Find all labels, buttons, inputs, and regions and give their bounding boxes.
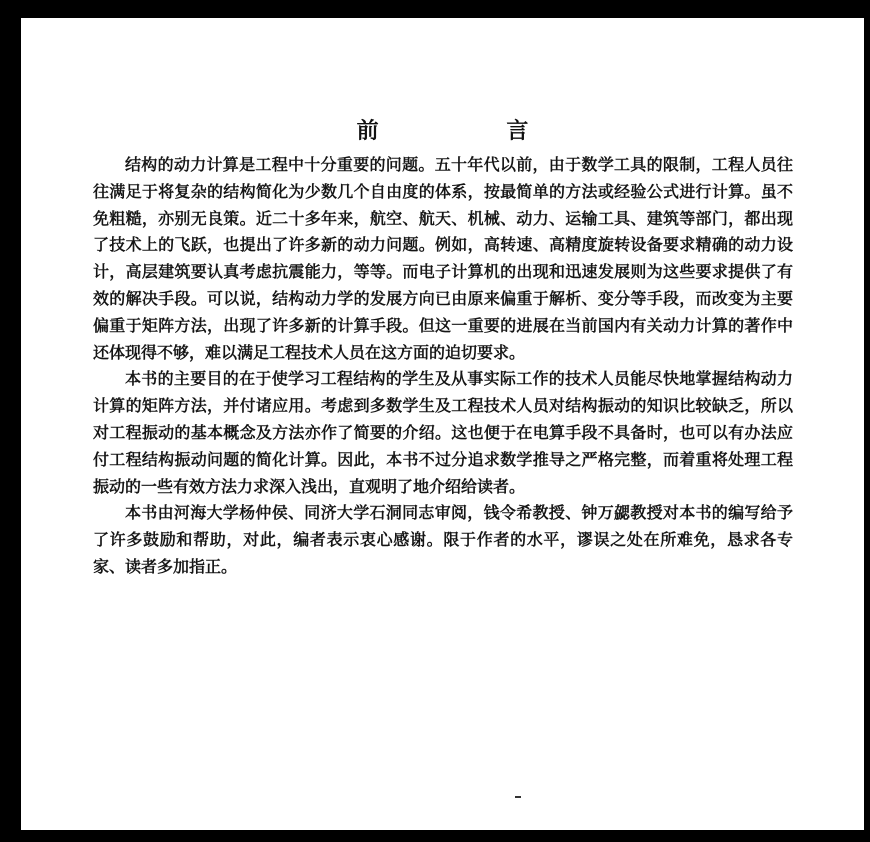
preface-body [93, 152, 793, 581]
page-mark [515, 796, 521, 798]
paragraph: 结构的动力计算是工程中十分重要的问题。五十年代以前，由于数学工具的限制，工程人员往往满足于将复杂的结构简化为少数几个自由度的体系，按最简单的方法或经验公式进行计算。虽不免粗糙，亦别无良策。近二十多年来，航空、航天、机械、动力、运输工具、建筑等部门，都出现了技术上的飞跃，也提出了许多新的动力问题。例如，高转速、高精度旋转设备要求精确的动力设计，高层建筑要认真考虑抗震能力，等等。而电子计算机的出现和迅速发展则为这些要求提供了有效的解决手段。可以说，结构动力学的发展方向已由原来偏重于解析、变分等手段，而改变为主要偏重于矩阵方法，出现了许多新的计算手段。但这一重要的进展在当前国内有关动力计算的著作中还体现得不够，难以满足工程技术人员在这方面的迫切要求。 [93, 155, 793, 362]
document-page [21, 18, 864, 830]
page-title: 前 言 [356, 118, 589, 144]
paragraph: 本书由河海大学杨仲侯、同济大学石洞同志审阅，钱令希教授、钟万勰教授对本书的编写给予了许多鼓励和帮助，对此，编者表示衷心感谢。限于作者的水平，谬误之处在所难免，恳求各专家、读者多加指正。 [93, 503, 793, 576]
paragraph: 本书的主要目的在于使学习工程结构的学生及从事实际工作的技术人员能尽快地掌握结构动力计算的矩阵方法，并付诸应用。考虑到多数学生及工程技术人员对结构振动的知识比较缺乏，所以对工程振动的基本概念及方法亦作了简要的介绍。这也便于在电算手段不具备时，也可以有办法应付工程结构振动问题的简化计算。因此，本书不过分追求数学推导之严格完整，而着重将处理工程振动的一些有效方法力求深入浅出，直观明了地介绍给读者。 [93, 369, 793, 496]
